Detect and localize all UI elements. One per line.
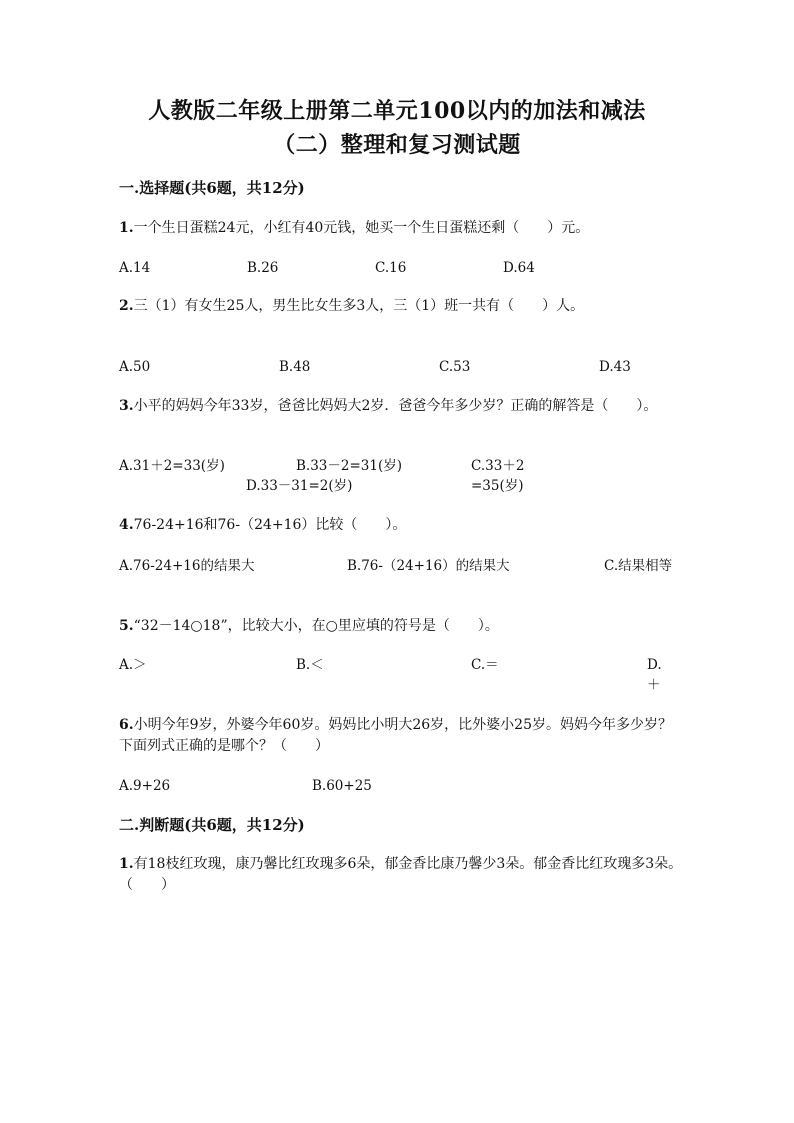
option-a: A.50	[119, 359, 151, 375]
question-number: 3.	[119, 398, 134, 414]
option-c: C.16	[375, 260, 407, 276]
page-title: 人教版二年级上册第二单元100以内的加法和减法	[148, 98, 646, 124]
option-d: D.33－31=2(岁)	[246, 478, 353, 494]
question-text: 小明今年9岁，外婆今年60岁。妈妈比小明大26岁，比外婆小25岁。妈妈今年多少岁？下面列式正确的是哪个？（ ）	[119, 717, 672, 754]
option-c: C.53	[439, 359, 471, 375]
question-text: 三（1）有女生25人，男生比女生多3人，三（1）班一共有（ ）人。	[133, 298, 585, 314]
question-text: 有18枝红玫瑰，康乃馨比红玫瑰多6朵，郁金香比康乃馨少3朵。郁金香比红玫瑰多3朵。 （ ）	[119, 856, 732, 893]
page-subtitle: （二）整理和复习测试题	[273, 132, 521, 158]
option-a: A.31＋2=33(岁)	[119, 458, 225, 474]
option-b: B.＜	[296, 657, 324, 673]
option-b: B.76-（24+16）的结果大	[347, 558, 510, 574]
question-number: 2.	[119, 298, 134, 314]
section-heading-judge: 二.判断题(共6题，共12分)	[119, 816, 305, 834]
option-d: D.43	[599, 359, 631, 375]
question-number: 6.	[119, 717, 134, 733]
question-number: 1.	[119, 856, 134, 872]
option-a: A.9+26	[119, 778, 171, 794]
question-5	[119, 616, 679, 637]
question-1	[119, 218, 679, 239]
question-number: 5.	[119, 618, 134, 634]
judge-question-1	[119, 854, 732, 896]
question-2	[119, 296, 679, 317]
option-c: C.＝	[471, 657, 499, 673]
question-6	[119, 715, 679, 757]
question-4	[119, 515, 679, 536]
question-text: 一个生日蛋糕24元，小红有40元钱，她买一个生日蛋糕还剩（ ）元。	[133, 220, 590, 236]
option-b: B.48	[279, 359, 311, 375]
option-b: B.60+25	[312, 778, 372, 794]
option-b: B.26	[247, 260, 279, 276]
question-text: 76-24+16和76-（24+16）比较（ ）。	[133, 517, 407, 533]
option-b: B.33－2=31(岁)	[296, 458, 403, 474]
section-heading-choice: 一.选择题(共6题，共12分)	[119, 179, 305, 197]
question-number: 1.	[119, 220, 134, 236]
option-c: C.结果相等	[604, 558, 673, 574]
option-a: A.76-24+16的结果大	[119, 558, 255, 574]
option-a: A.＞	[119, 657, 147, 673]
question-text: “32－14○18”，比较大小，在○里应填的符号是（ ）。	[133, 618, 499, 634]
question-number: 4.	[119, 517, 134, 533]
option-d: D.＋	[647, 657, 662, 693]
option-c: C.33＋2=35(岁)	[471, 458, 525, 494]
question-text: 小平的妈妈今年33岁，爸爸比妈妈大2岁．爸爸今年多少岁？正确的解答是（ ）。	[133, 398, 658, 414]
option-d: D.64	[503, 260, 535, 276]
option-a: A.14	[119, 260, 151, 276]
question-3	[119, 396, 679, 417]
